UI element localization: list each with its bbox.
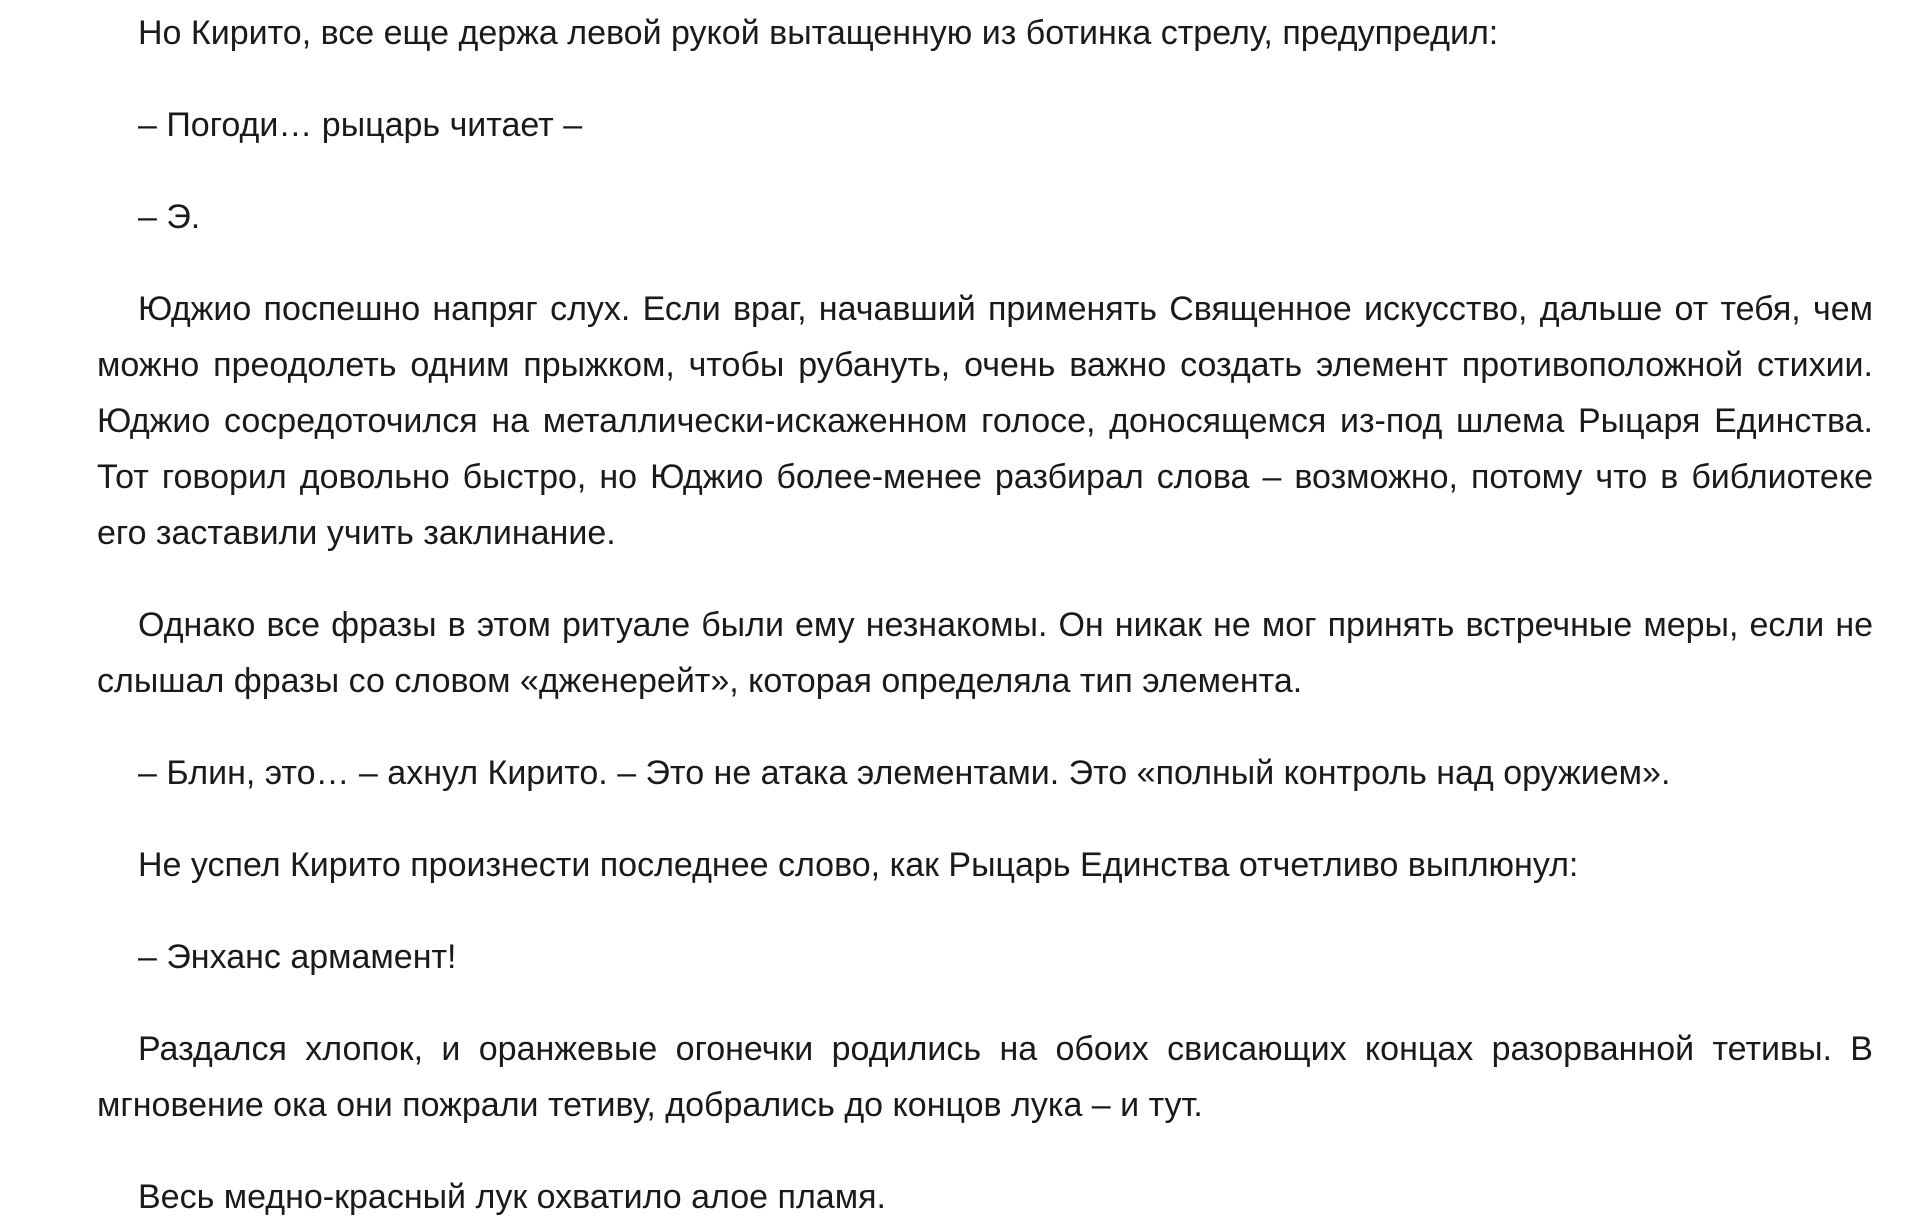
paragraph: – Э.: [138, 198, 201, 236]
paragraph: Однако все фразы в этом ритуале были ему незнакомы. Он никак не мог принять встречные меры, если не слышал фразы со словом «дженерейт», которая определяла тип элемента.: [97, 606, 1873, 700]
paragraph: – Энханс армамент!: [138, 938, 457, 976]
paragraph: – Блин, это… – ахнул Кирито. – Это не атака элементами. Это «полный контроль над оружием».: [138, 754, 1671, 792]
document-page: [97, 0, 1873, 1229]
paragraph: Но Кирито, все еще держа левой рукой вытащенную из ботинка стрелу, предупредил:: [138, 14, 1499, 52]
paragraph: Весь медно-красный лук охватило алое пламя.: [138, 1178, 886, 1216]
paragraph: – Погоди… рыцарь читает –: [138, 106, 583, 144]
paragraph: Не успел Кирито произнести последнее слово, как Рыцарь Единства отчетливо выплюнул:: [138, 846, 1579, 884]
paragraph: Раздался хлопок, и оранжевые огонечки родились на обоих свисающих концах разорванной тетивы. В мгновение ока они пожрали тетиву, добрались до концов лука – и тут.: [97, 1030, 1873, 1124]
paragraph: Юджио поспешно напряг слух. Если враг, начавший применять Священное искусство, дальше от тебя, чем можно преодолеть одним прыжком, чтобы рубануть, очень важно создать элемент противоположной стихии. Юджио сосредоточился на металлически-искаженном голосе, доносящемся из-под шлема Рыцаря Единства. Тот говорил довольно быстро, но Юджио более-менее разбирал слова – возможно, потому что в библиотеке его заставили учить заклинание.: [97, 290, 1873, 552]
